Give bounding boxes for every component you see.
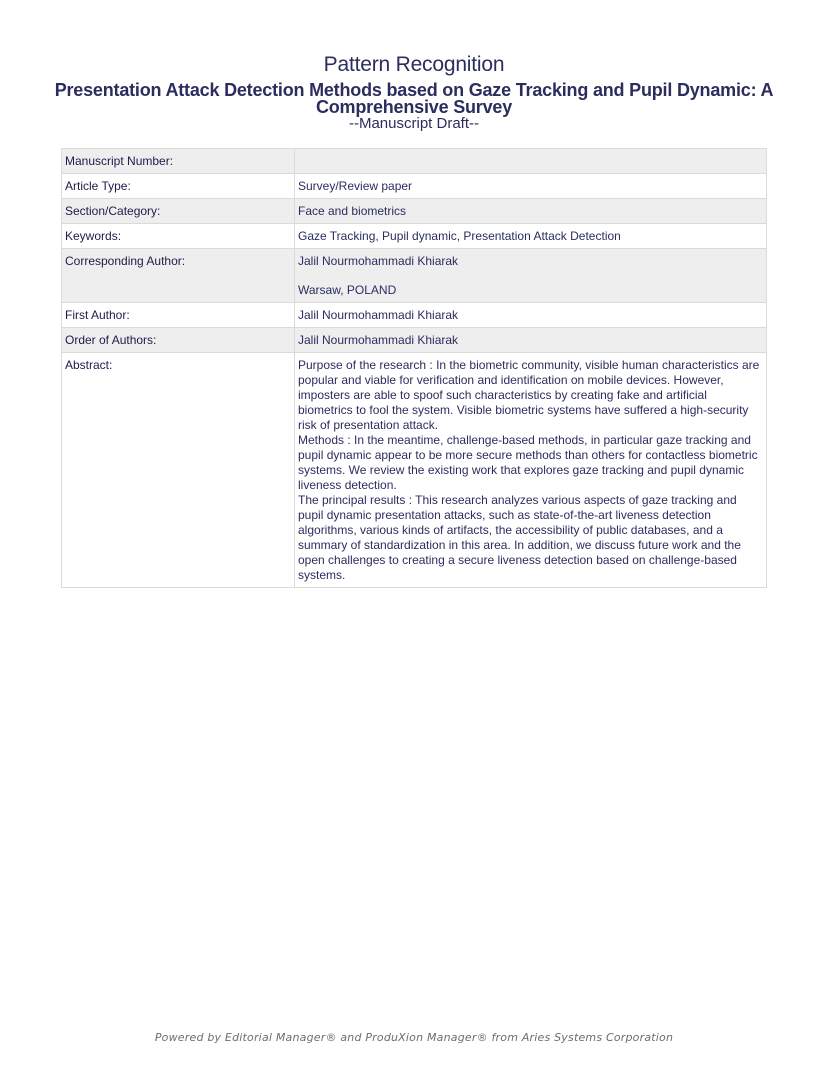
abstract-paragraph-purpose: Purpose of the research : In the biometric community, visible human characteristics are popular and viable for verification and identification on mobile devices. However, imposters are able to spoof such characteristics by creating fake and artificial biometrics to fool the system. Visible biometric systems have suffered a high-security risk of presentation attack. [298,358,760,432]
table-row [62,174,767,199]
journal-name: Pattern Recognition [323,53,505,76]
manuscript-number-value [295,149,767,174]
corresponding-author-value [295,249,767,303]
table-row [62,149,767,174]
corresponding-author-name: Jalil Nourmohammadi Khiarak [298,254,459,268]
manuscript-number-label: Manuscript Number: [62,149,295,174]
table-row [62,249,767,303]
corresponding-author-location: Warsaw, POLAND [298,283,397,297]
first-author-value: Jalil Nourmohammadi Khiarak [295,303,767,328]
table-row [62,353,767,588]
section-category-label: Section/Category: [62,199,295,224]
document-header [0,52,828,132]
abstract-value [295,353,767,588]
table-row [62,328,767,353]
abstract-paragraph-results: The principal results : This research analyzes various aspects of gaze tracking and pupil dynamic presentation attacks, such as state-of-the-art liveness detection algorithms, various kinds of artifacts, the accessibility of public databases, and a summary of standardization in this area. In addition, we discuss future work and the open challenges to creating a secure liveness detection based on challenge-based systems. [298,493,741,582]
table-row [62,303,767,328]
order-of-authors-value: Jalil Nourmohammadi Khiarak [295,328,767,353]
table-row [62,199,767,224]
first-author-label: First Author: [62,303,295,328]
abstract-paragraph-methods: Methods : In the meantime, challenge-based methods, in particular gaze tracking and pupil dynamic appear to be more secure methods than others for contactless biometric systems. We review the existing work that explores gaze tracking and pupil dynamic liveness detection. [298,433,758,492]
draft-status: --Manuscript Draft-- [348,115,479,132]
abstract-label: Abstract: [62,353,295,588]
footer-credit: Powered by Editorial Manager® and ProduXion Manager® from Aries Systems Corporation [154,1031,674,1044]
section-category-value: Face and biometrics [295,199,767,224]
manuscript-title: Presentation Attack Detection Methods based on Gaze Tracking and Pupil Dynamic: A Comprehensive Survey [54,80,774,117]
order-of-authors-label: Order of Authors: [62,328,295,353]
keywords-label: Keywords: [62,224,295,249]
article-type-label: Article Type: [62,174,295,199]
manuscript-info-table [61,148,767,588]
keywords-value: Gaze Tracking, Pupil dynamic, Presentation Attack Detection [295,224,767,249]
table-row [62,224,767,249]
article-type-value: Survey/Review paper [295,174,767,199]
corresponding-author-label: Corresponding Author: [62,249,295,303]
